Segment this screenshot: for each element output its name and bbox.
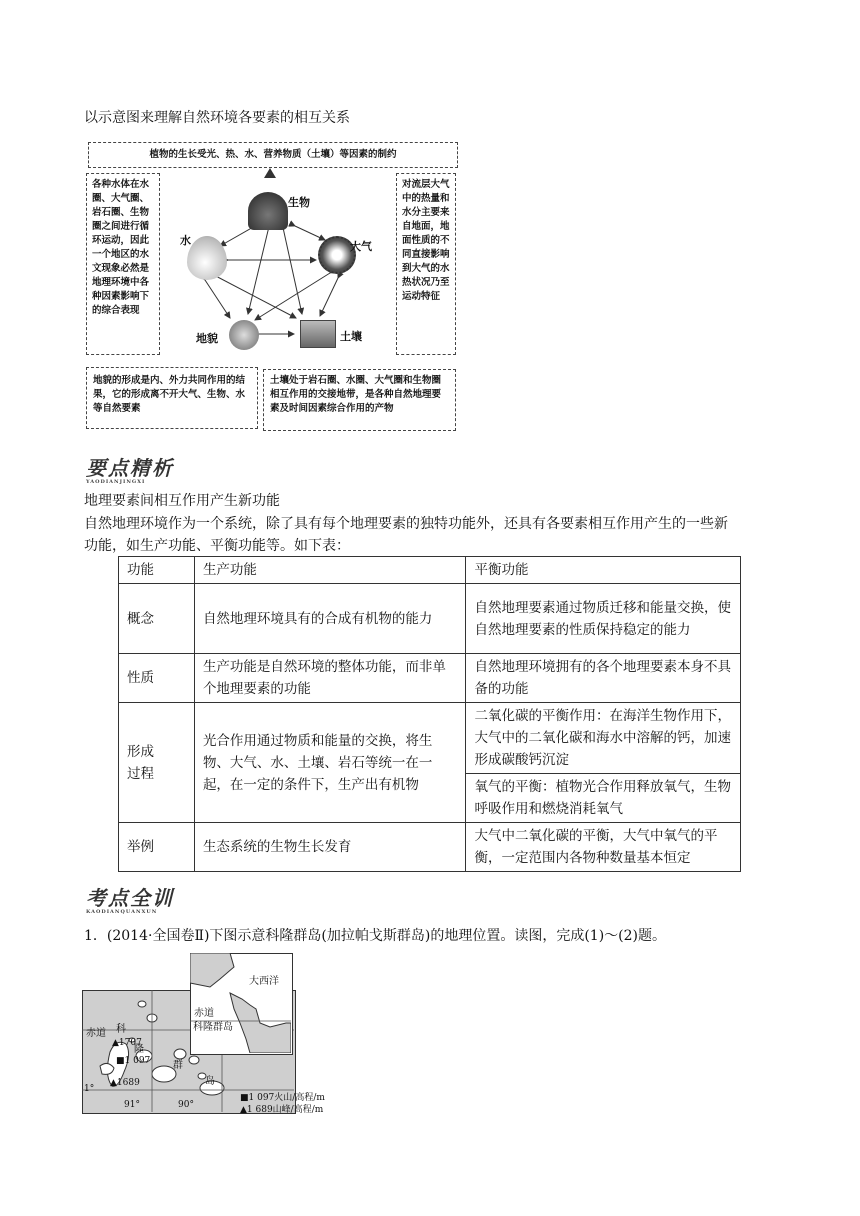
table-row [119, 703, 741, 774]
map-elev-2-text: 1 097 [124, 1056, 151, 1066]
table-cell: 氧气的平衡：植物光合作用释放氧气，生物呼吸作用和燃烧消耗氧气 [466, 774, 741, 823]
section1-pinyin: YAODIANJINGXI [86, 479, 146, 485]
node-atmosphere-label: 大气 [350, 240, 372, 253]
soil-image [300, 320, 336, 348]
row-label [119, 703, 195, 823]
map-equator-inset: 赤道 [194, 1008, 214, 1019]
section1-title: 要点精析 [86, 456, 174, 480]
table-cell: 大气中二氧化碳的平衡，大气中氧气的平衡，一定范围内各物种数量基本恒定 [466, 823, 741, 872]
row-label: 概念 [119, 584, 195, 654]
table-row [119, 823, 741, 872]
map-atlantic: 大西洋 [249, 976, 279, 987]
map-label-ke: 科 [116, 1024, 126, 1035]
table-cell: 生产功能是自然环境的整体功能，而非单个地理要素的功能 [194, 654, 466, 703]
row-label: 举例 [119, 823, 195, 872]
right-note [396, 173, 456, 355]
section-banner-practice [86, 882, 174, 915]
section2-pinyin: KAODIANQUANXUN [86, 909, 158, 915]
map-elev-3: ▲1689 [110, 1078, 140, 1088]
map-legend-peak: ▲1 689山峰/高程/m [240, 1105, 324, 1115]
question-1: 1．(2014·全国卷Ⅱ)下图示意科隆群岛(加拉帕戈斯群岛)的地理位置。读图，完成(1)～(2)题。 [84, 928, 667, 944]
map-legend-volcano-text: 1 097火山/高程/m [248, 1093, 325, 1103]
table-cell: 自然地理要素通过物质迁移和能量交换，使自然地理要素的性质保持稳定的能力 [466, 584, 741, 654]
function-table [118, 556, 741, 872]
node-biology-label: 生物 [288, 196, 310, 209]
bottom-left-note [86, 367, 258, 429]
table-cell: 自然地理环境具有的合成有机物的能力 [194, 584, 466, 654]
biology-image [248, 192, 288, 230]
row-label: 性质 [119, 654, 195, 703]
map-elev-3-text: 1689 [116, 1078, 140, 1088]
header-cell: 功能 [119, 557, 195, 584]
table-row [119, 584, 741, 654]
inset-map-land [190, 953, 291, 1053]
bottom-right-note [263, 369, 456, 431]
bottom-left-note-text: 地貌的形成是内、外力共同作用的结果，它的形成离不开大气、生物、水等自然要素 [93, 375, 246, 414]
map-lon-91: 91° [124, 1100, 140, 1110]
map-galapagos-inset: 科隆群岛 [193, 1022, 233, 1033]
landform-image [229, 320, 259, 350]
paragraph-line-1: 自然地理环境作为一个系统，除了具有每个地理要素的独特功能外，还具有各要素相互作用产生的一些新 [84, 516, 728, 532]
bottom-right-note-text: 土壤处于岩石圈、水圈、大气圈和生物圈相互作用的交接地带，是各种自然地理要素及时间因素综合作用的产物 [270, 375, 442, 414]
top-note-text: 植物的生长受光、热、水、营养物质（土壤）等因素的制约 [149, 149, 397, 160]
map-elev-1: ▲1707 [112, 1038, 142, 1048]
map-label-long: 隆 [134, 1044, 144, 1055]
table-cell: 光合作用通过物质和能量的交换，将生物、大气、水、土壤、岩石等统一在一起，在一定的条件下，生产出有机物 [194, 703, 466, 823]
map-label-qun: 群 [173, 1060, 183, 1071]
map-equator-main: 赤道 [86, 1028, 106, 1039]
map-lon-90: 90° [178, 1100, 194, 1110]
section2-title: 考点全训 [86, 886, 174, 910]
section-banner-key-points [86, 452, 174, 485]
table-cell: 二氧化碳的平衡作用：在海洋生物作用下，大气中的二氧化碳和海水中溶解的钙，加速形成碳酸钙沉淀 [466, 703, 741, 774]
intro-title: 以示意图来理解自然环境各要素的相互关系 [84, 110, 350, 126]
sub-heading: 地理要素间相互作用产生新功能 [84, 493, 280, 509]
map-legend-volcano: ■1 097火山/高程/m [240, 1093, 325, 1103]
header-cell: 平衡功能 [466, 557, 741, 584]
node-landform-label: 地貌 [196, 332, 218, 345]
table-cell: 生态系统的生物生长发育 [194, 823, 466, 872]
map-elev-1-text: 1707 [118, 1038, 142, 1048]
right-note-text: 对流层大气中的热量和水分主要来自地面，地面性质的不同直接影响到大气的水热状况乃至运动特征 [402, 179, 450, 302]
water-drop-image [187, 236, 227, 280]
paragraph-line-2: 功能，如生产功能、平衡功能等。如下表： [84, 538, 350, 554]
table-row [119, 654, 741, 703]
map-elev-2: ■1 097 [116, 1056, 151, 1066]
row-label-text: 形成过程 [127, 743, 154, 782]
map-label-dao: 岛 [205, 1076, 215, 1087]
left-note-text: 各种水体在水圈、大气圈、岩石圈、生物圈之间进行循环运动，因此一个地区的水文现象必然是地理环境中各种因素影响下的综合表现 [92, 179, 150, 316]
table-header-row [119, 557, 741, 584]
header-cell: 生产功能 [194, 557, 466, 584]
left-note [86, 173, 160, 355]
node-water-label: 水 [180, 234, 191, 247]
top-note [88, 142, 458, 168]
node-soil-label: 土壤 [340, 330, 362, 343]
table-cell: 自然地理环境拥有的各个地理要素本身不具备的功能 [466, 654, 741, 703]
map-lat-1: 1° [84, 1084, 95, 1094]
map-legend-peak-text: 1 689山峰/高程/m [246, 1105, 324, 1115]
